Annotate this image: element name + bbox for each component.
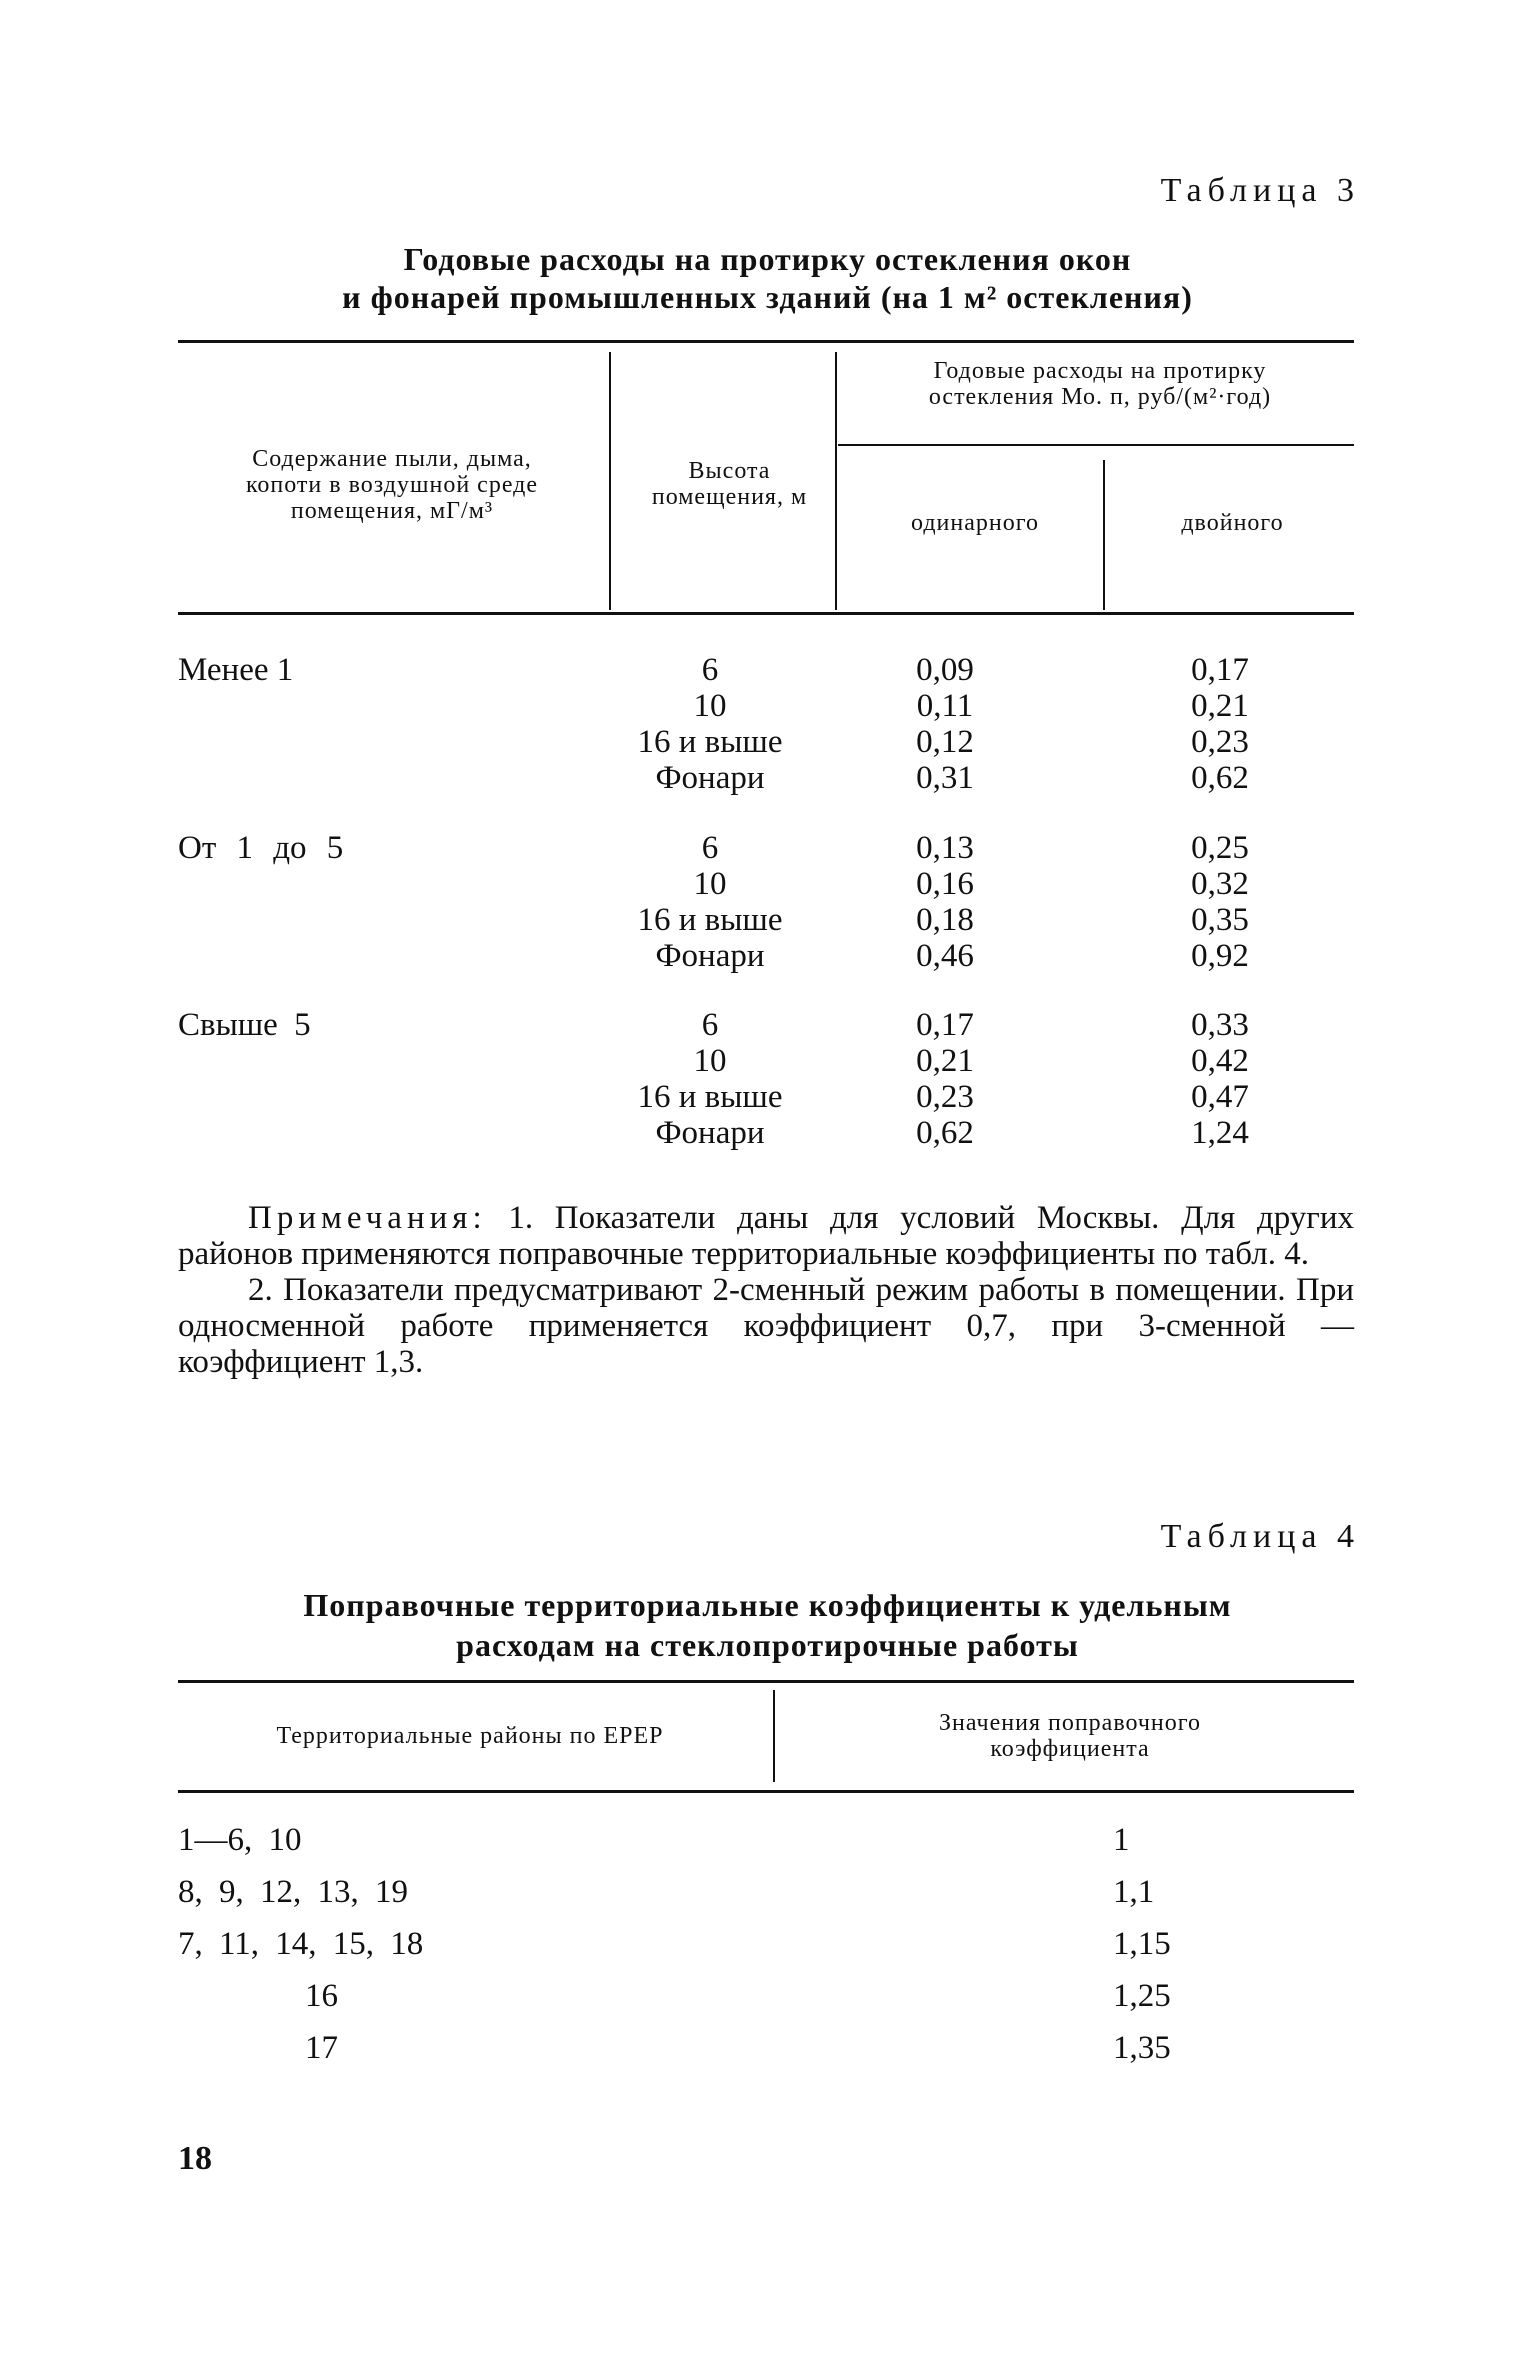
table4-divider	[773, 1690, 775, 1782]
table-cell: 0,23	[1191, 724, 1249, 760]
table3-top-rule	[178, 340, 1354, 343]
table-row	[178, 1978, 1354, 2030]
note-1: 1. Показатели даны для условий Москвы. Для других районов применяются поправочные территориальные коэффициенты по табл. 4.	[178, 1200, 1354, 1272]
table-cell: 0,13	[916, 830, 974, 866]
table4-body	[178, 1822, 1354, 2082]
group3-single	[880, 1007, 1010, 1151]
table4-title	[170, 1585, 1365, 1665]
header-group-line2: остекления Мо. п, руб/(м²·год)	[928, 384, 1272, 410]
header-group-line1: Годовые расходы на протирку	[933, 358, 1267, 384]
table4-header-col2-line2: коэффициента	[990, 1736, 1150, 1762]
table4-header-col1: Территориальные районы по ЕРЕР	[276, 1723, 664, 1749]
table-cell: 1,1	[1113, 1874, 1155, 1910]
table-cell: 0,23	[916, 1079, 974, 1115]
table-cell: 0,47	[1191, 1079, 1249, 1115]
table-cell: 1,15	[1113, 1926, 1171, 1962]
table-cell: 0,42	[1191, 1043, 1249, 1079]
header-col2-line2: помещения, м	[651, 484, 808, 510]
table-row	[178, 1874, 1354, 1926]
table-cell: 0,32	[1191, 866, 1249, 902]
table4-title-line1: Поправочные территориальные коэффициенты к удельным	[303, 1587, 1232, 1623]
group2-heights	[580, 830, 840, 974]
page-number: 18	[178, 2140, 212, 2177]
table3-header-col4: двойного	[1181, 510, 1284, 536]
table-cell: 0,92	[1191, 938, 1249, 974]
table-row	[178, 1822, 1354, 1874]
group3-heights	[580, 1007, 840, 1151]
table-cell: 1,25	[1113, 1978, 1171, 2014]
table-row	[178, 1926, 1354, 1978]
header-col1-line3: помещения, мГ/м³	[290, 498, 494, 524]
table-cell: 6	[701, 652, 719, 688]
table-cell: 0,17	[1191, 652, 1249, 688]
table4-title-line2: расходам на стеклопротирочные работы	[456, 1627, 1079, 1663]
table-cell: 1,35	[1113, 2030, 1171, 2066]
group2-double	[1155, 830, 1285, 974]
header-col1-line1: Содержание пыли, дыма,	[252, 446, 532, 472]
table-cell: 6	[701, 1007, 719, 1043]
table-cell: 1—6, 10	[178, 1822, 302, 1858]
table-cell: 0,12	[916, 724, 974, 760]
table3-title-line1: Годовые расходы на протирку остекления окон	[403, 241, 1132, 277]
table-cell: 0,16	[916, 866, 974, 902]
table-cell: 0,62	[916, 1115, 974, 1151]
notes-heading: Примечания:	[248, 1200, 487, 1236]
table-cell: 0,21	[916, 1043, 974, 1079]
group1-double	[1155, 652, 1285, 796]
table4-header-bottom-rule	[178, 1790, 1354, 1793]
table-cell: 0,17	[916, 1007, 974, 1043]
group2-single	[880, 830, 1010, 974]
table3-divider-3	[1103, 460, 1105, 610]
table-cell: 1,24	[1191, 1115, 1249, 1151]
table3-header-col2	[622, 458, 837, 510]
table3-divider-2	[835, 352, 837, 610]
table3-header-col3: одинарного	[911, 510, 1039, 536]
group3-double	[1155, 1007, 1285, 1151]
table-cell: Фонари	[655, 938, 765, 974]
group-label-1: Менее 1	[178, 652, 294, 688]
table-cell: 0,11	[916, 688, 974, 724]
table3-subheader-rule	[838, 444, 1354, 446]
table-cell: 0,62	[1191, 760, 1249, 796]
table-cell: 16	[305, 1978, 338, 2014]
group-label-3: Свыше 5	[178, 1007, 311, 1043]
header-col2-line1: Высота	[688, 458, 771, 484]
table3-header-group	[845, 358, 1355, 410]
table-row	[178, 2030, 1354, 2082]
table-cell: 16 и выше	[637, 724, 783, 760]
table-cell: 0,31	[916, 760, 974, 796]
table4-label: Таблица 4	[1160, 1518, 1360, 1555]
table4-header-col2-line1: Значения поправочного	[938, 1710, 1202, 1736]
table-cell: 0,09	[916, 652, 974, 688]
group-label-2: От 1 до 5	[178, 830, 344, 866]
table-cell: Фонари	[655, 760, 765, 796]
table-cell: 0,21	[1191, 688, 1249, 724]
table-cell: 16 и выше	[637, 1079, 783, 1115]
table-cell: 1	[1113, 1822, 1130, 1858]
group1-single	[880, 652, 1010, 796]
table-cell: 6	[701, 830, 719, 866]
table4-top-rule	[178, 1680, 1354, 1683]
table-cell: 10	[693, 1043, 727, 1079]
table-cell: 0,25	[1191, 830, 1249, 866]
table-cell: 10	[693, 688, 727, 724]
note-2: 2. Показатели предусматривают 2-сменный режим работы в помещении. При односменной работе применяется коэффициент 0,7, при 3-сменной — коэффициент 1,3.	[178, 1272, 1354, 1380]
table-cell: 7, 11, 14, 15, 18	[178, 1926, 424, 1962]
table-cell: 17	[305, 2030, 338, 2066]
table3-label: Таблица 3	[1160, 172, 1360, 209]
table3-title	[170, 240, 1365, 316]
table-cell: 0,46	[916, 938, 974, 974]
table3-divider-1	[609, 352, 611, 610]
table-cell: 0,18	[916, 902, 974, 938]
table-cell: 0,35	[1191, 902, 1249, 938]
table-cell: Фонари	[655, 1115, 765, 1151]
group1-heights	[580, 652, 840, 796]
table-cell: 0,33	[1191, 1007, 1249, 1043]
table4-header-col2	[785, 1710, 1355, 1762]
table3-header-col1	[182, 446, 602, 524]
table-cell: 10	[693, 866, 727, 902]
table3-title-line2: и фонарей промышленных зданий (на 1 м² остекления)	[342, 279, 1193, 315]
table3-notes	[178, 1200, 1354, 1380]
table3-header-bottom-rule	[178, 612, 1354, 615]
table-cell: 8, 9, 12, 13, 19	[178, 1874, 408, 1910]
table-cell: 16 и выше	[637, 902, 783, 938]
header-col1-line2: копоти в воздушной среде	[245, 472, 539, 498]
